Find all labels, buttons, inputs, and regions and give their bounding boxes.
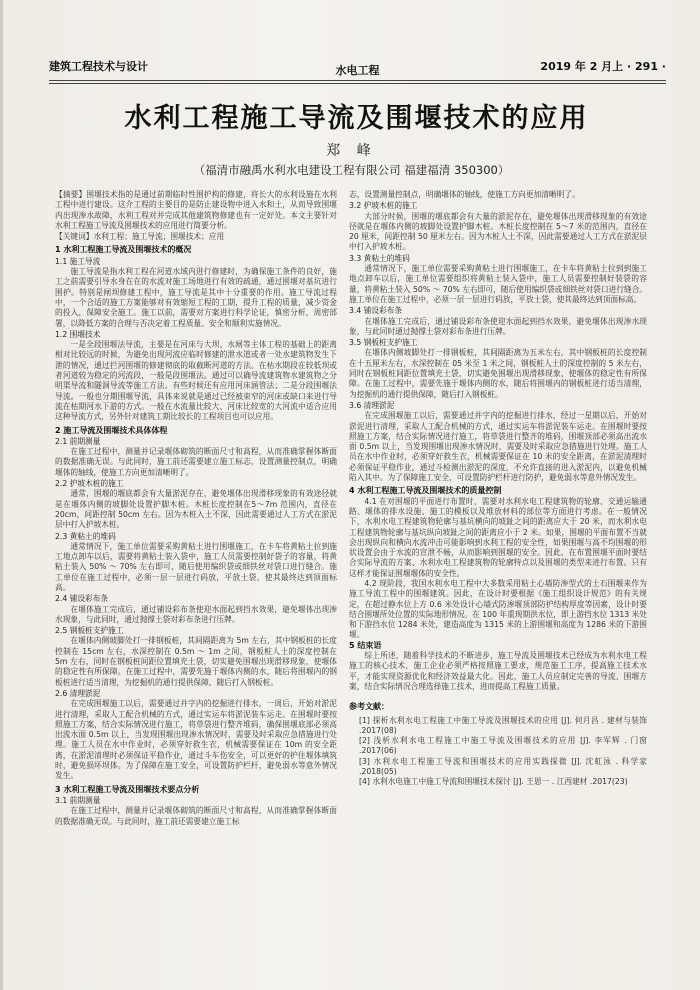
reference-item: [4] 水利水电施工中施工导流和围堰技术探讨 [J]. 王恩一 . 江西建材 .2017(23) — [359, 777, 628, 787]
keywords-line: 【关键词】水利工程；施工导流；围堰技术；应用 — [55, 232, 225, 242]
reference-item: [1] 探析水利水电工程施工中施工导流及围堰技术的应用 [J]. 何月昌 . 建材与装饰 .2017(08) — [359, 715, 647, 735]
body-paragraph: 通常情况下，施工单位需要采购黄粘土进行围堰施工，在卡车将黄粘土拉到到施工地点卸车以后，施工单位需要组织将黄粘土装入袋中，施工人员需要控制好装袋的容量，将黄粘土装入 50% ～ 70% 左右即可，随后使用编织袋或细铁丝对袋口进行缝合。施工单位在施工过程中，必须一层一层进行码放，平放土袋，使其最终达到顶面标高。 — [349, 264, 647, 304]
header-rule — [49, 80, 666, 81]
section-heading: 4 水利工程施工导流及围堰技术的质量控制 — [349, 486, 502, 496]
body-paragraph: 通常情况下，施工单位需要采购黄粘土进行围堰施工，在卡车将黄粘土拉到施工地点卸车以后，需要将黄粘土装入袋中，施工人员需要控制好袋子的容量，将黄粘土装入 50% ～ 70% 左右即可，随后使用编织袋或细铁丝对袋口进行缝合。施工单位在施工过程中，必须一层一层进行码放，平放土袋，使其最终达到顶面标高。 — [55, 541, 337, 592]
subsection-heading: 3.4 铺设彩布条 — [349, 306, 403, 316]
article-affiliation: （福清市融禹水利水电建设工程有限公司 福建福清 350300） — [193, 163, 510, 177]
section-heading: 3 水利工程施工导流及围堰技术要点分析 — [55, 784, 200, 794]
section-heading: 2 施工导流及围堰技术具体体程 — [55, 425, 168, 435]
body-paragraph: 在堰体内侧坡脚处打一排钢板桩，其间隔距离为 5m 左右，其中钢板桩的长度控制在 15cm 左右，水深控制在 0.5m ～ 1m 之间，钢板桩人土的深度控制在 5m 左右，同时在钢板桩间距位置填充土袋，切实避免围堰出现滑移现象，使堰体的稳定性有所保障。在施工过程中，需要先施于堰体内侧的水，随后将围堰内的钢板桩进行适当清理，为挖掘机的通行提供保障，随后打入钢板桩。 — [55, 636, 337, 687]
article-author: 郑 峰 — [326, 143, 377, 159]
body-paragraph: 4.2 现阶段，我国水利水电工程中大多数采用粘土心墙防渗型式的土石围堰来作为施工导流工程中的围堰建筑。因此，在设计时要根据《施工组织设计规范》的有关规定，在超过静水位上方 0.6 米处设计心墙式防渗堰顶部防护结构厚度等因素，设计时要结合围堰所处位置的实际地形情况。在 100 年重现期洪水位，即上游挡水位 1313 米处和下游挡水位 1284 米处，建造高度为 1315 米的上游围堰和高度为 1286 米的下游围堰。 — [349, 578, 647, 640]
body-paragraph: 通常，围堰的堰底都会有大量淤泥存在，避免堰体出现滑移现象的有效途径就是在堰体内侧的坡脚处设置护脚木桩。木桩长度控制在5～7m 范围内，直径在 20cm，间距控制 50cm 左右。因为木桩入土不深，因此需要通过人工方式在淤泥层中打入护坡木桩。 — [55, 489, 337, 530]
body-paragraph: 4.1 在对围堰的平面进行布置时，需要对水利水电工程建筑物的轮廓、交通运输通路、堰体的排水设施、施工的模板以及堆放材料的部位等方面进行考虑。在一般情况下，水利水电工程建筑物轮廓与基坑横向的坡趾之间的距离应大于 20 米，而水利水电工程建筑物轮廓与基坑纵向坡趾之间的距离应小于 2 米。如果，围堰的平面布置不当就会出现纵向和横向水流冲击可能影响到水利工程的安全性，如果围堰与高不均围堰的形状设置会由于水流的宣泄不畅，从而影响到围堰的安全。因此，在布置围堰平面时要结合实际导流的方案、水利水电工程建筑物的轮廓特点以及围堰的类型来进行布置。只有这样才能保证围堰堰体的安全性。 — [349, 496, 647, 578]
abstract-paragraph: 【摘要】围堰技术指的是通过前期临时性围护构的修建，将长大的水利设施在水利工程中进行建设。这介工程的主要目的是防止建设物中进入水和土，从而导致围堰内出现渗水故障，水利工程对并完成其他建筑物修建也有一定好处。本文主要针对水利工程施工导流及围堰技术的应用进行简要分析。 — [55, 190, 337, 230]
subsection-heading: 2.3 黄粘土的堆码 — [55, 531, 116, 541]
body-paragraph: 在堰体施工完成后，通过铺设彩布条使迎水面起到挡水效果，避免堰体出现渗水现象，与此同时，通过抛撑土袋对彩布条进行压牌。 — [55, 604, 337, 624]
subsection-heading: 3.2 护坡木桩的施工 — [349, 201, 418, 211]
references-heading: 参考文献： — [349, 702, 389, 712]
subsection-heading: 2.4 铺设彩布条 — [55, 594, 109, 604]
reference-item: [2] 浅析水利水电工程施工中施工导流及围堰技术的应用 [J]. 李军辉 . 门窗 .2017(06) — [359, 736, 647, 756]
running-header — [49, 56, 666, 76]
header-section-name: 水电工程 — [335, 64, 380, 77]
header-journal-name: 建筑工程技术与设计 — [49, 60, 148, 73]
section-heading: 5 结束语 — [349, 640, 382, 650]
body-paragraph: 在堰体施工完成后，通过铺设彩布条使迎水面起到挡水效果，避免堰体出现渗水现象，与此同时通过抛撑土袋对彩布条进行压牌。 — [349, 316, 647, 336]
header-date-page: 2019 年 2 月上 · 291 · — [540, 60, 666, 73]
subsection-heading: 2.6 清理淤泥 — [55, 688, 101, 698]
body-paragraph: 一是全段围堰法导流，主要是在河床与大坝、水闸等主体工程的基础上的距离相对比较远的时候，为避免出现河流应临时修建的泄水道或者一处水建筑物发生下泄的情况，通过拦河围堰的修建彻底的取截断河道的方法。在枯水期段在较低坝或者河道较为稳定的河流段，一般是段围堰法。通过可以确导流建筑物水建筑物之分明渠导流和隧洞导流等施工方法。有些时候还有应用河床涵管法；二是分段围堰法导流。一般也分期围堰导流，具体来说就是通过已经被束窄的河床或缺口来进行导流在枯期河水下游的方式。一般在水流量比较大、河床比较宽的大河流中适合应用这种导流方式，另外针对建筑工期比较长的工程项目也可以应用。 — [55, 340, 337, 422]
body-paragraph: 在完成围堰施工以后，需要通过并字内的挖掘进行排水，一周后，开始对淤泥进行清理，采取人工配合机械的方式，通过实运车将淤泥装车运走。在围堰时要按照施工方案，结合实际情况进行施工，将草袋进行整齐堆码，确保围堰底部必须高出流水面 0.5m 以上，当发现围堰出现渗水情况时，需要及时采取应急措施进行处理。施工人员在水中作业时，必须穿好救生衣，机械需要保证在 10m 的安全距离，在淤泥清理时必须保证平稳作业，通过斗车伤安全，可以更好的护住堰体填筑时，避免损坏坝体。为了保障在施工安全，可设置防护栏杆，避免弱水等意外情况发生。 — [55, 699, 337, 781]
header-rule-2 — [49, 83, 666, 84]
subsection-heading: 1.1 施工导流 — [55, 256, 101, 266]
reference-item: [3] 水利水电工程施工导流和围堰技术的应用实践探微 [J]. 沈虹泳 . 科学家 .2018(05) — [359, 756, 647, 777]
right-column — [349, 190, 647, 970]
subsection-heading: 2.1 前期测量 — [55, 436, 101, 446]
body-paragraph: 施工导流是指水利工程在河道水域内进行修建时，为确保施工条件的良好，施工之前需要引导水身在在的水流对施工场地进行有效的疏通，通过围堰对基坑进行围护。特别是闸坝修建工程中，施工导流是其中十分重要的作用。施工导流过程中，一个合适的施工方案能够对有效缩短工程的工期，提升工程的质量，减少资金的投入，保障安全施工。施工以前，需要对方案进行科学论证，慎密分析，周密部署，以降低方案的合理与否决定着工程质量、安全和顺利实施情况。 — [55, 267, 337, 328]
subsection-heading: 3.1 前期测量 — [55, 795, 101, 805]
subsection-heading: 3.3 黄粘土的堆码 — [349, 253, 410, 263]
body-paragraph: 大部分时候，围堰的堰底都会有大量的淤泥存在，避免堰体出现滑移现象的有效途径就是在堰体内侧的坡脚处设置护脚木桩。木桩长度控制在 5～7 米的范围内，直径在 20 厘米，间距控制 50 厘米左右。因为木桩人土不深，因此需要通过人工方式在淤泥层中打入护坡木桩。 — [349, 211, 647, 252]
body-paragraph: 在完成围堰施工以后，需要通过并字内的挖掘进行排水，经过一星期以后，开始对淤泥进行清理，采取人工配合机械的方式，通过实运车将淤泥装车运走。在围堰时要按照施工方案，结合实际情况进行施工，将草袋进行整齐的堆码，围堰顶部必须高出流水面 0.5m 以上，当发现围堰出现渗水情况时，需要及时采取应急措施进行处理。施工人员在水中作业时，必须穿好救生衣，机械需要保证在 10 米的安全距离，在淤泥清理时必须保证平稳作业，通过斗检测出淤泥的深度，不允许直接的进入淤泥内，以避免机械陷入其中。为了保障施工安全，可设置防护栏杆进行防护，避免弱水等意外情况发生。 — [349, 411, 647, 483]
body-paragraph: 在施工过程中，测量并记录堰体砌筑的断面尺寸和高程，从而准确掌握体断面的数据准确无误。与此同时，施工前还需要建立施工标 — [55, 806, 337, 826]
body-paragraph: 综上所述，随着科学技术的不断进步，施工导流及围堰技术已经成为水利水电工程施工的核心技术，施工企业必须严格按照施工要求，规范施工工序，提高施工技术水平，才能实现资源优化和经济效益最大化。因此，施工人员应制定完善的导流、围堰方案，结合实际情况合理选择施工技术，进而提高工程施工质量。 — [349, 651, 647, 691]
subsection-heading: 3.5 钢板桩支护施工 — [349, 338, 418, 348]
left-column — [55, 190, 337, 970]
body-paragraph: 在施工过程中，测量并记录堰体砌筑的断面尺寸和高程，从而准确掌握体断面的数据准确无误。与此同时，施工前还需要建立施工标志，设置测量控制点，明确堰体的轴线，使施工方向更加清晰明了。 — [55, 447, 337, 477]
subsection-heading: 2.2 护坡木桩的施工 — [55, 479, 124, 489]
section-heading: 1 水利工程施工导流及围堰技术的概况 — [55, 245, 192, 255]
body-paragraph: 在堰体内侧坡脚处打一排钢板桩，其间隔距离为五米左右，其中钢板桩的长度控制在十五厘米左右，水深控制在 05 米至 1 米之间，钢板桩人土的深度控制的 5 米左右，同时在钢板桩间距位置填充土袋，切实避免围堰出现滑移现象，使堰体的稳定性有所保障。在施工过程中，需要先施于堰体内侧的水，随后将围堰内的钢板桩进行适当清理，为挖掘机的通行提供保障，随后打入钢板桩。 — [349, 348, 647, 399]
article-title: 水利工程施工导流及围堰技术的应用 — [124, 103, 589, 134]
body-paragraph-continued: 志，设置测量控制点，明确堰体的轴线，使施工方向更加清晰明了。 — [349, 190, 580, 199]
subsection-heading: 1.2 围堰技术 — [55, 329, 101, 339]
subsection-heading: 3.6 清理淤泥 — [349, 400, 395, 410]
subsection-heading: 2.5 钢板桩支护施工 — [55, 626, 124, 636]
